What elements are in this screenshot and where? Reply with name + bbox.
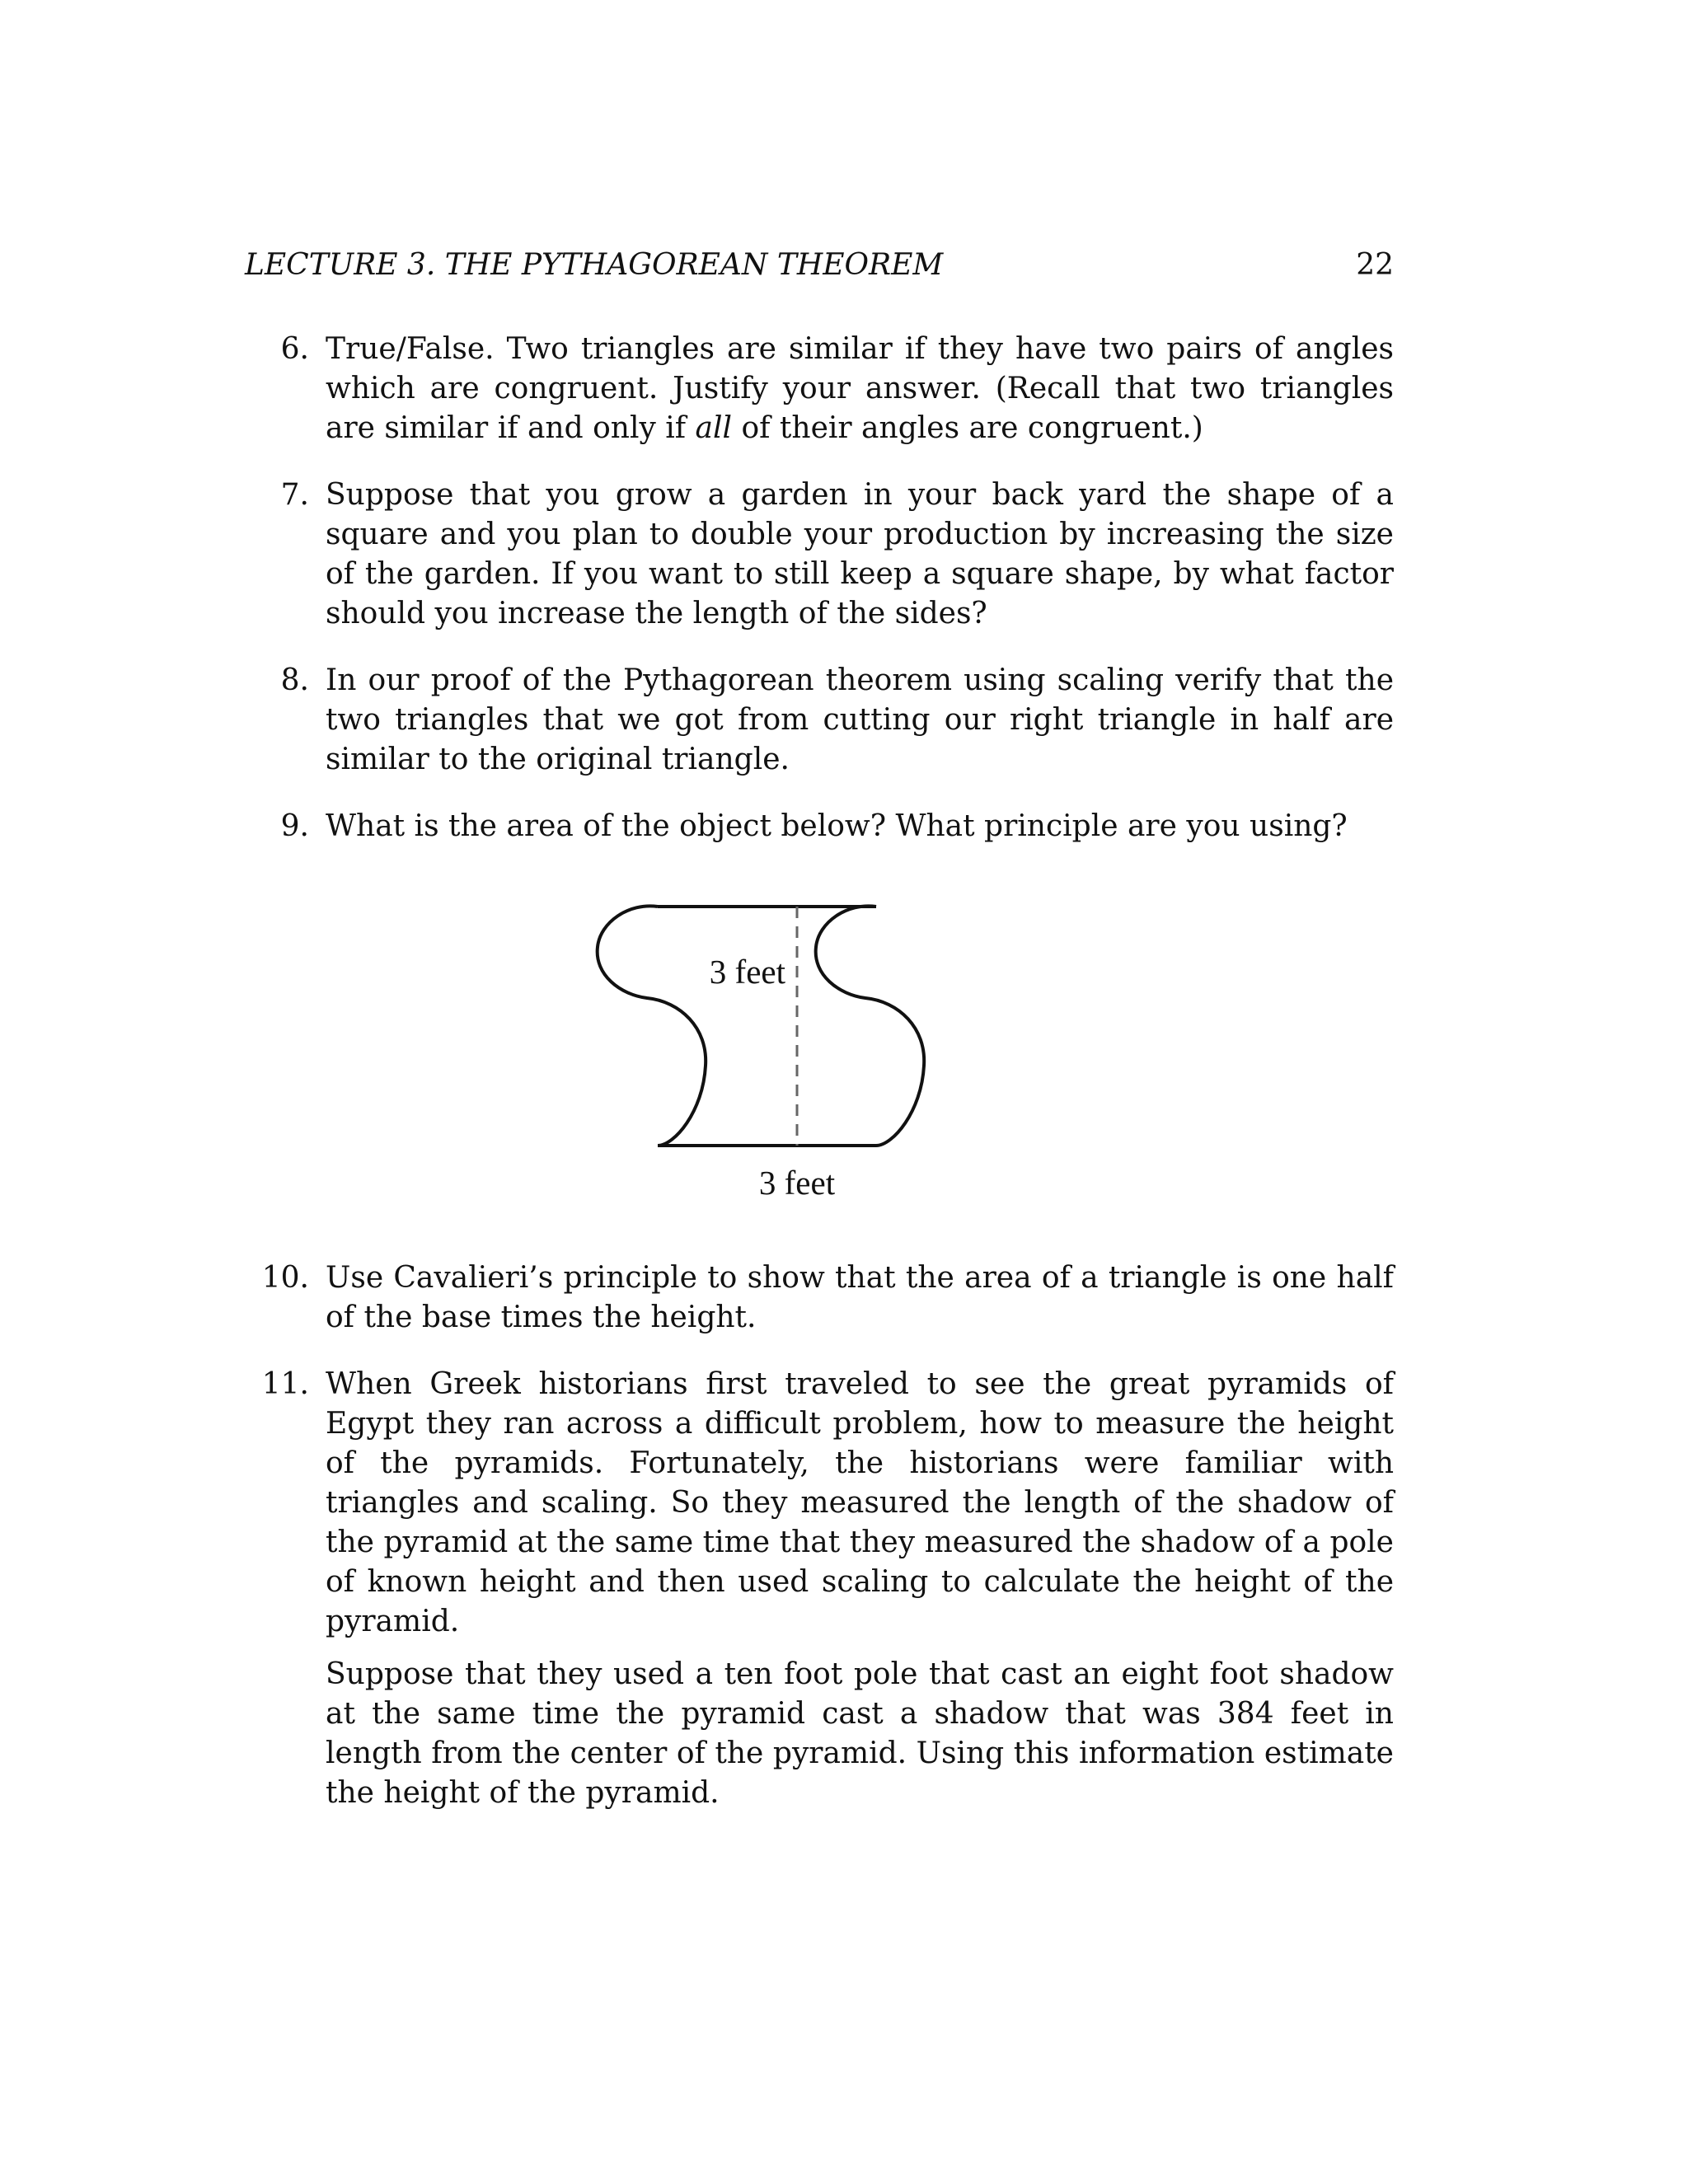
problem-text-paragraph-2: Suppose that they used a ten foot pole that cast an eight foot shadow at the same time the pyramid cast a shadow that was 384 feet in length from the center of the pyramid. Using this information estimate the height of the pyramid. [326, 1657, 1394, 1810]
height-label: 3 feet [709, 953, 785, 991]
problem-number: 10. [261, 1261, 309, 1295]
problem-number: 8. [280, 663, 309, 697]
curved-region-diagram [588, 871, 1000, 1234]
page-number: 22 [1356, 248, 1394, 282]
problem-text-part: True/False. Two triangles are similar if they have two pairs of angles which are congruent. Justify your answer. (Recall that two triangles are similar if and only if [326, 332, 1394, 445]
width-label: 3 feet [758, 1164, 836, 1202]
problem-text-part: of their angles are congruent.) [732, 411, 1203, 445]
problem-9 [245, 807, 1394, 846]
problem-6 [245, 330, 1394, 448]
right-curved-edge [816, 906, 925, 1146]
cavalieri-figure [245, 846, 1394, 1258]
problem-text: When Greek historians first traveled to see the great pyramids of Egypt they ran across a difficult problem, how to measure the height of the pyramids. Fortunately, the historians were familiar with triangles and scaling. So they measured the length of the shadow of the pyramid at the same time that they measured the shadow of a pole of known height and then used scaling to calculate the height of the pyramid. [326, 1367, 1394, 1638]
problem-number: 9. [280, 809, 309, 843]
problem-7 [245, 476, 1394, 634]
problem-11 [245, 1365, 1394, 1813]
emphasized-word: all [695, 411, 733, 445]
running-header-title: LECTURE 3. THE PYTHAGOREAN THEOREM [245, 248, 944, 282]
problem-number: 11. [261, 1367, 309, 1401]
problem-text: What is the area of the object below? What principle are you using? [326, 809, 1348, 843]
problem-text [326, 330, 1394, 448]
problem-10 [245, 1258, 1394, 1338]
left-curved-edge [598, 906, 706, 1146]
problem-text: In our proof of the Pythagorean theorem using scaling verify that the two triangles that we got from cutting our right triangle in half are similar to the original triangle. [326, 663, 1394, 776]
problem-number: 6. [280, 332, 309, 366]
problem-list [245, 330, 1394, 1840]
problem-text: Suppose that you grow a garden in your back yard the shape of a square and you plan to double your production by increasing the size of the garden. If you want to still keep a square shape, by what factor should you increase the length of the sides? [326, 478, 1394, 630]
problem-8 [245, 661, 1394, 780]
problem-text: Use Cavalieri’s principle to show that the area of a triangle is one half of the base times the height. [326, 1261, 1394, 1334]
page-header [245, 241, 1394, 290]
problem-number: 7. [280, 478, 309, 512]
